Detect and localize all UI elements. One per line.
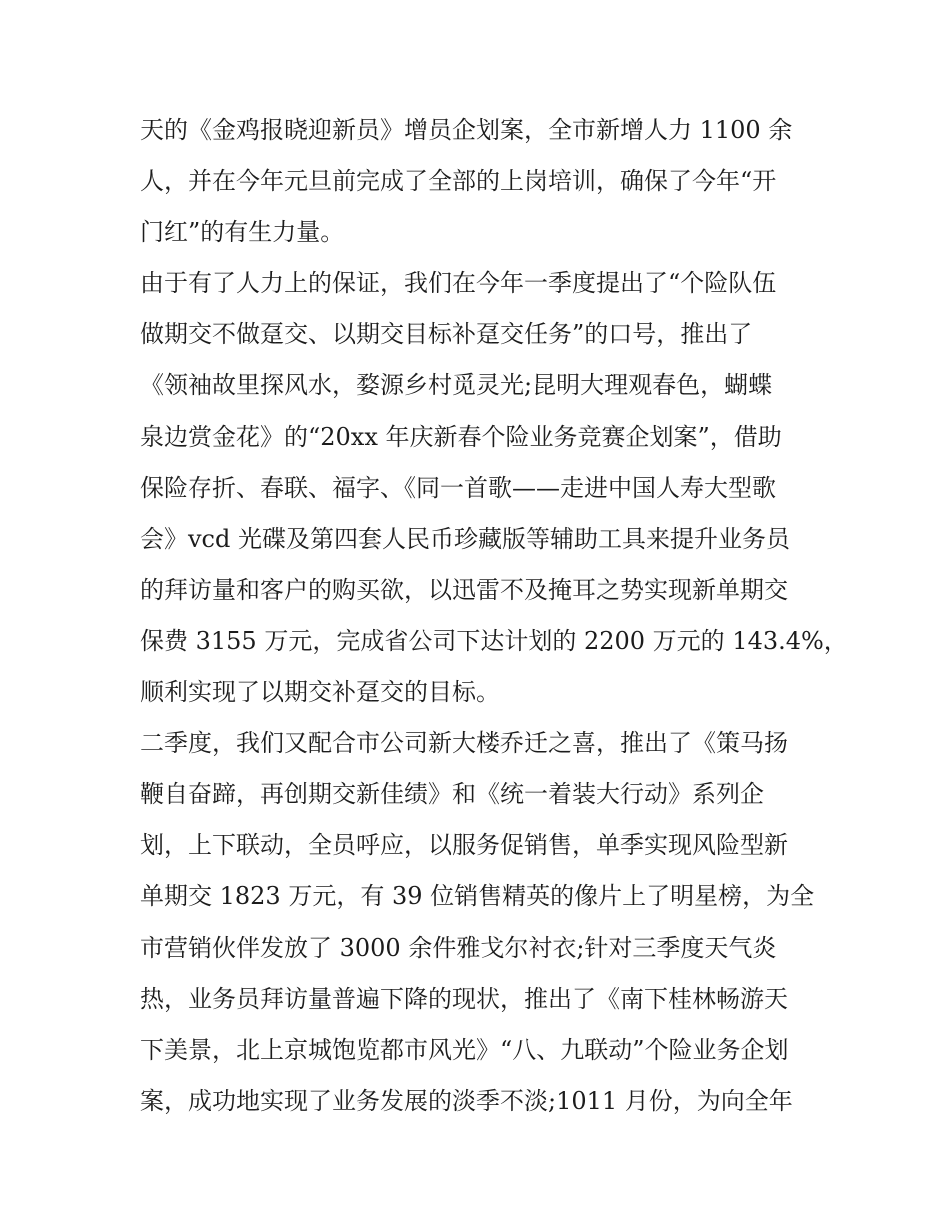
text-line: 下美景，北上京城饱览都市风光》“八、九联动”个险业务企划 (140, 1035, 789, 1064)
text-line: 鞭自奋蹄，再创期交新佳绩》和《统一着装大行动》系列企 (140, 780, 764, 809)
text-line: 由于有了人力上的保证，我们在今年一季度提出了“个险队伍 (140, 269, 777, 298)
text-line: 《领袖故里探风水，婺源乡村觅灵光;昆明大理观春色，蝴蝶 (140, 371, 773, 400)
text-line: 案，成功地实现了业务发展的淡季不淡;1011 月份，为向全年 (140, 1086, 793, 1115)
text-line: 顺利实现了以期交补趸交的目标。 (140, 678, 500, 707)
text-line: 保险存折、春联、福字、《同一首歌——走进中国人寿大型歌 (140, 473, 776, 502)
text-line: 划，上下联动，全员呼应，以服务促销售，单季实现风险型新 (140, 831, 788, 860)
text-line: 的拜访量和客户的购买欲，以迅雷不及掩耳之势实现新单期交 (140, 575, 788, 604)
text-line: 做期交不做趸交、以期交目标补趸交任务”的口号，推出了 (140, 320, 753, 349)
text-line: 二季度，我们又配合市公司新大楼乔迁之喜，推出了《策马扬 (140, 729, 788, 758)
text-line: 热，业务员拜访量普遍下降的现状，推出了《南下桂林畅游天 (140, 984, 788, 1013)
text-line: 保费 3155 万元，完成省公司下达计划的 2200 万元的 143.4%， (140, 626, 848, 655)
text-line: 会》vcd 光碟及第四套人民币珍藏版等辅助工具来提升业务员 (140, 524, 790, 553)
text-line: 市营销伙伴发放了 3000 余件雅戈尔衬衣;针对三季度天气炎 (140, 933, 777, 962)
text-line: 人，并在今年元旦前完成了全部的上岗培训，确保了今年“开 (140, 167, 777, 196)
text-line: 天的《金鸡报晓迎新员》增员企划案，全市新增人力 1100 余 (140, 116, 793, 144)
text-line: 泉边赏金花》的“20xx 年庆新春个险业务竞赛企划案”，借助 (140, 422, 782, 451)
text-line: 单期交 1823 万元，有 39 位销售精英的像片上了明星榜，为全 (140, 882, 815, 911)
body-text (140, 110, 848, 1132)
text-line: 门红”的有生力量。 (140, 218, 345, 247)
